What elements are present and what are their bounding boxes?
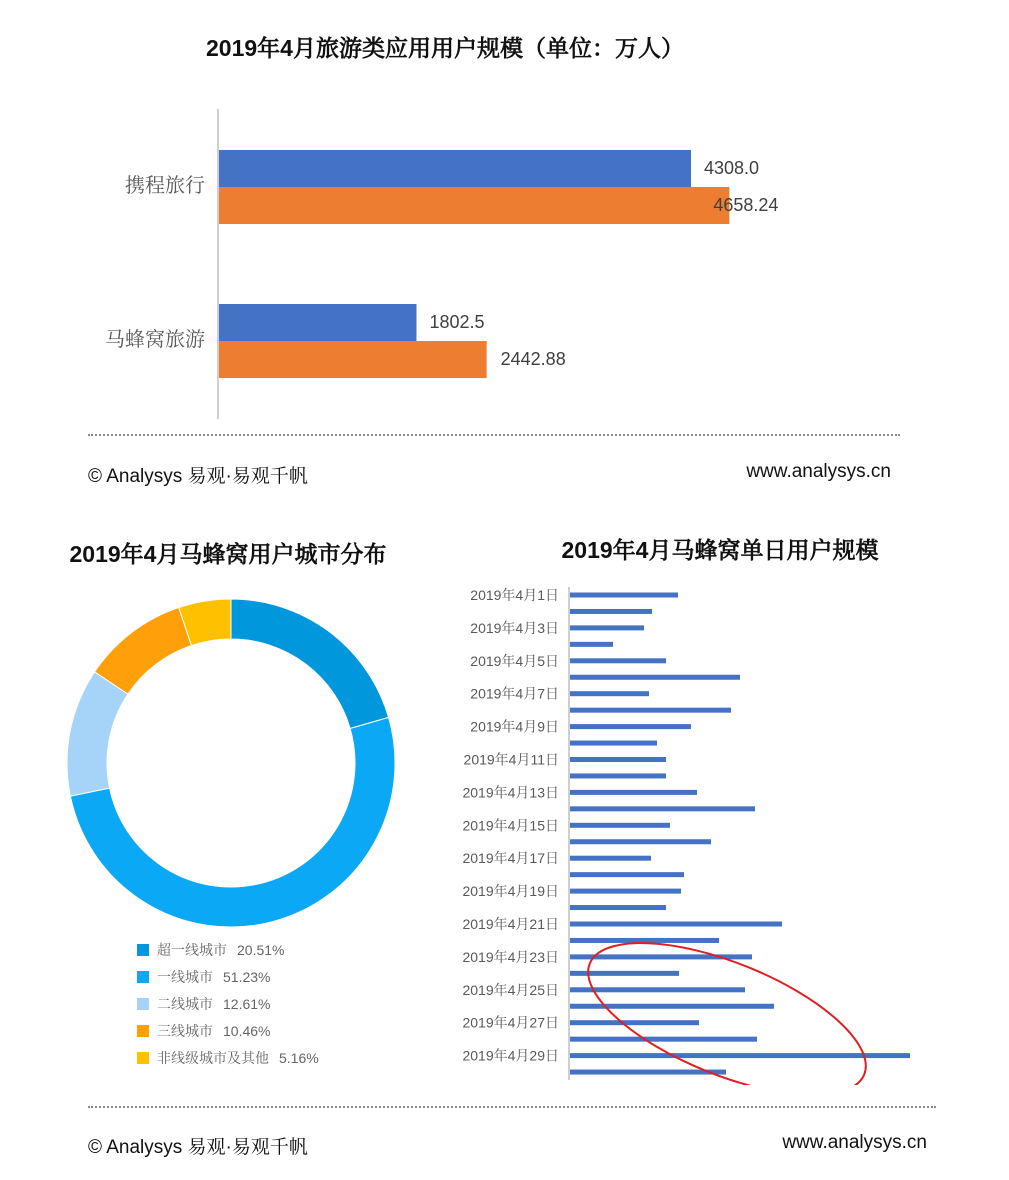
legend-label: 二线城市	[157, 996, 213, 1012]
daily-chart-tick-label: 2019年4月13日	[462, 784, 559, 801]
daily-chart-bar	[570, 839, 711, 844]
daily-chart-tick-label: 2019年4月23日	[462, 948, 559, 965]
legend-label: 超一线城市	[157, 942, 227, 958]
daily-chart-title: 2019年4月马蜂窝单日用户规模	[561, 537, 879, 563]
legend-swatch	[137, 971, 149, 983]
daily-chart-bar	[570, 609, 652, 614]
daily-chart-bar	[570, 905, 666, 910]
daily-chart-bar	[570, 757, 666, 762]
top-chart-category-label: 马蜂窝旅游	[105, 329, 205, 351]
daily-chart-bar	[570, 593, 678, 598]
daily-chart-bar	[570, 806, 755, 811]
donut-legend-item	[137, 968, 270, 986]
top-chart-bar	[219, 187, 729, 224]
daily-chart-bar	[570, 691, 649, 696]
daily-chart-bar	[570, 642, 613, 647]
legend-value: 5.16%	[279, 1050, 319, 1066]
donut-legend	[137, 941, 377, 1071]
daily-chart-bar	[570, 1004, 774, 1009]
donut-slice	[231, 599, 389, 729]
donut-slice	[70, 717, 395, 927]
legend-label: 一线城市	[157, 969, 213, 985]
donut-slice	[67, 672, 128, 796]
daily-chart-tick-label: 2019年4月17日	[462, 850, 559, 867]
daily-chart-tick-label: 2019年4月3日	[470, 619, 559, 636]
daily-chart-tick-label: 2019年4月27日	[462, 1014, 559, 1031]
donut-legend-item	[137, 941, 284, 959]
bottom-divider	[88, 1106, 936, 1108]
top-chart-data-label: 4308.0	[704, 158, 760, 178]
legend-value: 51.23%	[223, 969, 271, 985]
donut-legend-item	[137, 1022, 270, 1040]
top-chart-data-label: 4658.24	[713, 195, 779, 215]
top-divider	[88, 434, 900, 436]
legend-label: 三线城市	[157, 1023, 213, 1039]
daily-chart-bar	[570, 773, 666, 778]
top-bar-chart	[0, 95, 1009, 430]
daily-chart-tick-label: 2019年4月15日	[462, 817, 559, 834]
legend-value: 10.46%	[223, 1023, 271, 1039]
bottom-footer-website: www.analysys.cn	[782, 1132, 927, 1153]
top-footer-copyright: © Analysys 易观·易观千帆	[88, 466, 308, 487]
daily-chart-tick-label: 2019年4月25日	[462, 981, 559, 998]
legend-swatch	[137, 998, 149, 1010]
daily-chart-bar	[570, 922, 782, 927]
donut-legend-item	[137, 1049, 319, 1067]
daily-chart-bar	[570, 872, 684, 877]
top-footer-website: www.analysys.cn	[746, 461, 891, 482]
donut-chart-title: 2019年4月马蜂窝用户城市分布	[69, 541, 387, 567]
daily-chart-bar	[570, 708, 731, 713]
top-chart-data-label: 1802.5	[429, 312, 485, 332]
daily-chart-bar	[570, 790, 697, 795]
legend-value: 12.61%	[223, 996, 271, 1012]
daily-chart-tick-label: 2019年4月1日	[470, 587, 559, 603]
daily-chart-tick-label: 2019年4月5日	[470, 652, 559, 669]
highlight-ellipse	[569, 912, 885, 1085]
daily-chart-bar	[570, 741, 657, 746]
legend-swatch	[137, 1025, 149, 1037]
top-chart-bar	[219, 150, 691, 187]
daily-chart-tick-label: 2019年4月11日	[463, 751, 559, 768]
bottom-footer-copyright: © Analysys 易观·易观千帆	[88, 1137, 308, 1158]
top-chart-bar	[219, 341, 487, 378]
daily-chart-bar	[570, 675, 740, 680]
daily-chart-bar	[570, 1037, 757, 1042]
daily-chart-bar	[570, 971, 679, 976]
daily-chart-bar	[570, 625, 644, 630]
daily-chart-tick-label: 2019年4月7日	[470, 685, 559, 702]
daily-chart-tick-label: 2019年4月21日	[462, 916, 559, 932]
donut-chart	[50, 585, 410, 940]
donut-slice	[95, 608, 192, 695]
legend-label: 非线级城市及其他	[157, 1050, 269, 1066]
daily-chart-bar	[570, 823, 670, 828]
legend-value: 20.51%	[237, 942, 285, 958]
daily-chart-tick-label: 2019年4月29日	[462, 1047, 559, 1064]
daily-chart-bar	[570, 889, 681, 894]
daily-chart-bar	[570, 987, 745, 992]
daily-chart-bar	[570, 1020, 699, 1025]
daily-chart-tick-label: 2019年4月9日	[470, 718, 559, 735]
daily-chart-tick-label: 2019年4月19日	[462, 883, 559, 900]
top-chart-category-label: 携程旅行	[125, 175, 205, 197]
legend-swatch	[137, 944, 149, 956]
top-chart-title: 2019年4月旅游类应用用户规模（单位：万人）	[206, 35, 684, 61]
donut-legend-item	[137, 995, 270, 1013]
daily-chart-bar	[570, 856, 651, 861]
daily-bar-chart	[440, 585, 920, 1085]
legend-swatch	[137, 1052, 149, 1064]
top-chart-bar	[219, 304, 416, 341]
daily-chart-bar	[570, 1053, 910, 1058]
daily-chart-bar	[570, 724, 691, 729]
top-chart-data-label: 2442.88	[500, 349, 566, 369]
daily-chart-bar	[570, 658, 666, 663]
